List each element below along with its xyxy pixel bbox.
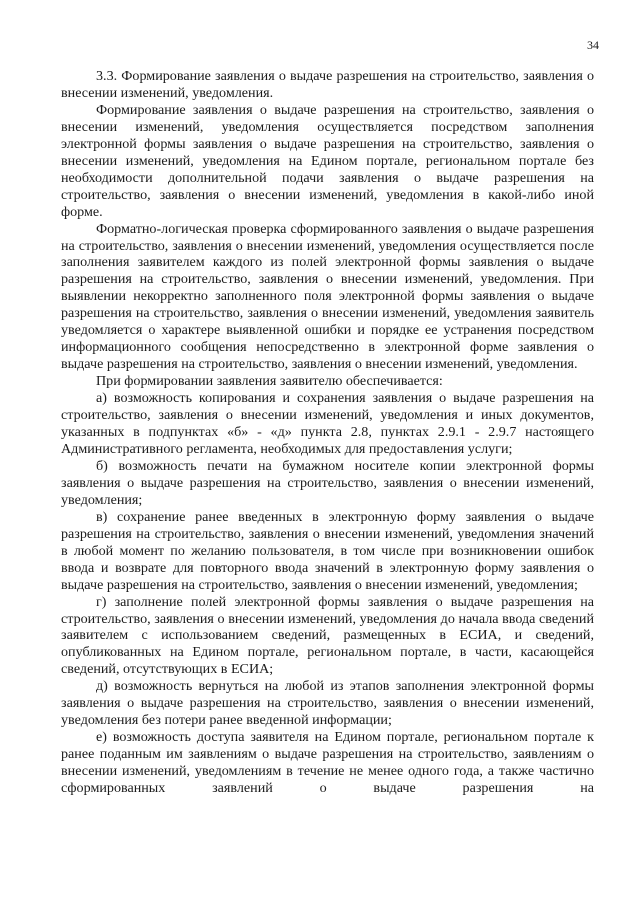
body-paragraph: Форматно-логическая проверка сформированного заявления о выдаче разрешения на строительство, заявления о внесении изменений, уведомления осуществляется после заполнения заявителем каждого из полей электронной формы заявления о выдаче разрешения на строительство, заявления о внесении изменений, уведомления. При выявлении некорректно заполненного поля электронной формы заявления о выдаче разрешения на строительство, заявления о внесении изменений, уведомления заявитель уведомляется о характере выявленной ошибки и порядке ее устранения посредством информационного сообщения непосредственно в электронной форме заявления о выдаче разрешения на строительство, заявления о внесении изменений, уведомления. — [61, 220, 594, 373]
list-item-g: г) заполнение полей электронной формы заявления о выдаче разрешения на строительство, заявления о внесении изменений, уведомления до начала ввода сведений заявителем с использованием сведений, размещенных в ЕСИА, и сведений, опубликованных на Едином портале, региональном портале, в части, касающейся сведений, отсутствующих в ЕСИА; — [61, 593, 594, 678]
list-item-b: б) возможность печати на бумажном носителе копии электронной формы заявления о выдаче разрешения на строительство, заявления о внесении изменений, уведомления; — [61, 457, 594, 508]
page-number: 34 — [587, 38, 599, 52]
body-paragraph: Формирование заявления о выдаче разрешения на строительство, заявления о внесении изменений, уведомления осуществляется посредством заполнения электронной формы заявления о выдаче разрешения на строительство, заявления о внесении изменений, уведомления на Едином портале, региональном портале без необходимости дополнительной подачи заявления о выдаче разрешения на строительство, заявления о внесении изменений, уведомления в какой-либо иной форме. — [61, 101, 594, 220]
list-item-v: в) сохранение ранее введенных в электронную форму заявления о выдаче разрешения на строительство, заявления о внесении изменений, уведомления значений в любой момент по желанию пользователя, в том числе при возникновении ошибок ввода и возврате для повторного ввода значений в электронную форму заявления о выдаче разрешения на строительство, заявления о внесении изменений, уведомления; — [61, 508, 594, 593]
list-item-a: а) возможность копирования и сохранения заявления о выдаче разрешения на строительство, заявления о внесении изменений, уведомления и иных документов, указанных в подпунктах «б» - «д» пункта 2.8, пунктах 2.9.1 - 2.9.7 настоящего Административного регламента, необходимых для предоставления услуги; — [61, 390, 594, 457]
body-paragraph: При формировании заявления заявителю обеспечивается: — [96, 373, 443, 390]
section-heading-paragraph: 3.3. Формирование заявления о выдаче разрешения на строительство, заявления о внесении изменений, уведомления. — [61, 68, 594, 101]
list-item-e: е) возможность доступа заявителя на Едином портале, региональном портале к ранее поданным им заявлениям о выдаче разрешения на строительство, заявлениям о внесении изменений, уведомлениям в течение не менее одного года, а также частично сформированных заявлений о выдаче разрешения на — [61, 729, 594, 797]
list-item-d: д) возможность вернуться на любой из этапов заполнения электронной формы заявления о выдаче разрешения на строительство, заявления о внесении изменений, уведомления без потери ранее введенной информации; — [61, 678, 594, 729]
document-body — [61, 68, 594, 797]
